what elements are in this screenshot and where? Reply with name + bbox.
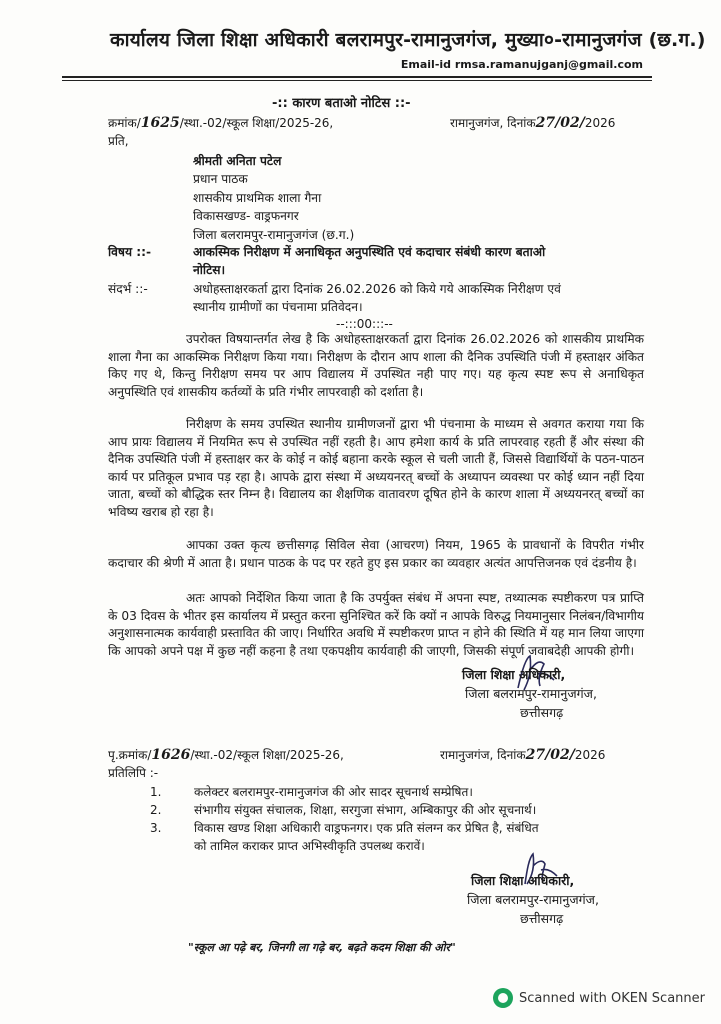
reference-text [193,280,561,317]
scanner-logo-icon [493,988,513,1008]
ref-suffix: /स्था.-02/स्कूल शिक्षा/2025-26, [179,116,334,130]
ref-date-line [450,114,615,131]
recipient-designation: प्रधान पाठक [193,172,248,187]
ref-number-line [108,114,333,131]
reference-label: संदर्भ ::- [108,282,148,296]
paragraph-1: उपरोक्त विषयान्तर्गत लेख है कि अधोहस्ताक्षरकर्ता द्वारा दिनांक 26.02.2026 को शासकीय प्राथमिक शाला गैना का आकस्मिक निरीक्षण किया गया। निरीक्षण के दौरान आप शाला की दैनिक उपस्थिति पंजी में हस्ताक्षर अंकित किए गए थे, किन्तु निरीक्षण समय पर आप विद्यालय में उपस्थित नही पाए गए। यह कृत्य स्पष्ट रूप से अनाधिकृत अनुपस्थिति एवं शासकीय कर्तव्यों के प्रति गंभीर लापरवाही को दर्शाता है। [108,332,644,399]
copy-ref-handwritten-number: 1626 [151,747,191,763]
recipient-block [193,152,354,244]
copy-ref-handwritten-date: 27/02/ [525,747,575,763]
signature1-state: छत्तीसगढ़ [520,705,564,720]
office-email: Email-id rmsa.ramanujganj@gmail.com [400,58,643,71]
ref-prefix: क्रमांक/ [108,116,141,130]
header-rule-thin [62,80,652,81]
header-rule-thick [62,76,652,78]
notice-title: -:: कारण बताओ नोटिस ::- [272,96,411,111]
copy-ref-number-line [108,746,344,763]
copy-item-number: 2. [150,803,162,817]
ref-handwritten-number: 1625 [140,115,180,131]
copy-ref-prefix: पृ.क्रमांक/ [108,748,152,762]
signature1-title: जिला शिक्षा अधिकारी, [462,667,566,682]
signature1-district: जिला बलरामपुर-रामानुजगंज, [465,686,597,701]
signature2-state: छत्तीसगढ़ [520,911,564,926]
scanner-label: Scanned with OKEN Scanner [519,990,705,1006]
ref-place: रामानुजगंज, दिनांक [450,116,536,130]
subject-text [193,243,545,280]
paragraph-2: निरीक्षण के समय उपस्थित स्थानीय ग्रामीणजनों द्वारा भी पंचनामा के माध्यम से अवगत कराया गया कि आप प्रायः विद्यालय में नियमित रूप से उपस्थित नहीं रहती है। आप हमेशा कार्य के प्रति लापरवाह रहती हैं और संस्था की दैनिक उपस्थिति पंजी में हस्ताक्षर कर के कोई न कोई बहाना करके स्कूल से चली जाती हैं, जिससे विद्यार्थियों के पठन-पाठन कार्य पर प्रतिकूल प्रभाव पड़ रहा है। आपके द्वारा संस्था में अध्ययनरत् बच्चों के अध्यापन व्यवस्था पर कोई ध्यान नहीं दिया जाता, बच्चों को बौद्धिक स्तर निम्न है। विद्यालय का शैक्षणिक वातावरण दूषित होने के कारण शाला में अध्ययनरत् बच्चों का भविष्य खराब हो रहा है। [108,417,645,519]
copy-label: प्रतिलिपि :- [108,766,159,780]
copy-item-3-cont: को तामिल कराकर प्राप्त अभिस्वीकृति उपलब्ध करावें। [194,839,425,853]
signature2-district: जिला बलरामपुर-रामानुजगंज, [467,892,599,907]
copy-item-number: 3. [150,821,162,835]
subject-line-2: नोटिस। [193,263,226,278]
copy-item-text: कलेक्टर बलरामपुर-रामानुजगंज की ओर सादर सूचनार्थ सम्प्रेषित। [194,785,473,799]
office-title: कार्यालय जिला शिक्षा अधिकारी बलरामपुर-रामानुजगंज, मुख्या०-रामानुजगंज (छ.ग.) [110,29,706,51]
signature2-title: जिला शिक्षा अधिकारी, [471,873,575,888]
copy-item-text: संभागीय संयुक्त संचालक, शिक्षा, सरगुजा संभाग, अम्बिकापुर की ओर सूचनार्थ। [194,803,537,817]
reference-line-1: अधोहस्ताक्षरकर्ता द्वारा दिनांक 26.02.2026 को किये गये आकस्मिक निरीक्षण एवं [193,282,561,296]
copy-ref-year: 2026 [574,748,606,762]
copy-ref-place: रामानुजगंज, दिनांक [440,748,526,762]
recipient-school: शासकीय प्राथमिक शाला गैना [193,190,322,205]
paragraph-3: आपका उक्त कृत्य छत्तीसगढ़ सिविल सेवा (आचरण) नियम, 1965 के प्रावधानों के विपरीत गंभीर कदाचार की श्रेणी में आता है। प्रधान पाठक के पद पर रहते हुए इस प्रकार का व्यवहार अत्यंत आपत्तिजनक एवं दंडनीय है। [108,538,644,570]
copy-item-text: विकास खण्ड शिक्षा अधिकारी वाड्रफनगर। एक प्रति संलग्न कर प्रेषित है, संबंधित [194,821,539,835]
scanner-watermark [493,988,705,1008]
prati-label: प्रति, [108,134,129,148]
reference-line-2: स्थानीय ग्रामीणों का पंचनामा प्रतिवेदन। [193,300,363,315]
ref-year: 2026 [584,116,616,130]
footer-motto: "स्कूल आ पढ़े बर, जिनगी ला गढ़े बर, बढ़ते कदम शिक्षा की ओर" [188,941,456,954]
subject-line-1: आकस्मिक निरीक्षण में अनाधिकृत अनुपस्थिति एवं कदाचार संबंधी कारण बताओ [193,245,546,259]
paragraph-4: अतः आपको निर्देशित किया जाता है कि उपर्युक्त संबंध में अपना स्पष्ट, तथ्यात्मक स्पष्टीकरण पत्र प्राप्ति के 03 दिवस के भीतर इस कार्यालय में प्रस्तुत करना सुनिश्चित करें कि क्यों न आपके विरुद्ध नियमानुसार निलंबन/विभागीय अनुशासनात्मक कार्यवाही प्रस्तावित की जाए। निर्धारित अवधि में स्पष्टीकरण प्राप्त न होने की स्थिति में यह मान लिया जाएगा कि आपको अपने पक्ष में कुछ नहीं कहना है तथा एकपक्षीय कार्यवाही की जाएगी, जिसकी संपूर्ण जवाबदेही आपकी होगी। [108,591,644,658]
copy-ref-date-line [440,746,605,763]
recipient-district: जिला बलरामपुर-रामानुजगंज (छ.ग.) [193,227,355,242]
recipient-name: श्रीमती अनिता पटेल [193,154,282,168]
copy-item-2 [150,802,536,820]
copy-ref-suffix: /स्था.-02/स्कूल शिक्षा/2025-26, [190,748,344,762]
section-divider: --:::00:::-- [336,317,393,331]
copy-item-number: 1. [150,785,162,799]
copy-item-3 [150,820,539,838]
copy-item-1 [150,784,473,802]
recipient-block-name: विकासखण्ड- वाड्रफनगर [193,209,299,224]
ref-handwritten-date: 27/02/ [535,115,585,131]
subject-label: विषय ::- [108,245,152,259]
